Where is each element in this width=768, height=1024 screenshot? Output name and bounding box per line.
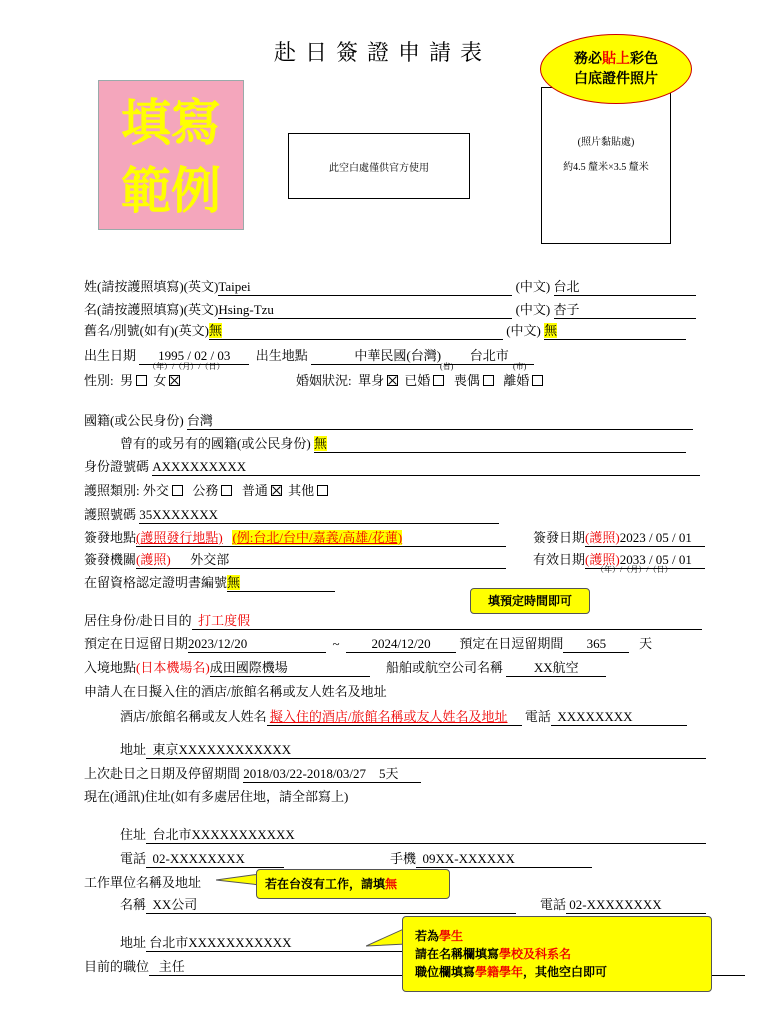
last-visit-field[interactable]: 2018/03/22-2018/03/27 5天 [243, 763, 421, 783]
male-checkbox[interactable] [136, 375, 147, 386]
marital-row: 婚姻狀況: 單身 已婚 喪偶 離婚 [296, 370, 546, 389]
purpose-row: 居住身份/赴日目的 打工度假 [84, 610, 702, 630]
province-hint: (省) [440, 362, 454, 371]
female-checkbox[interactable] [169, 375, 180, 386]
city-hint: (市) [513, 362, 527, 371]
given-name-row: 名(請按護照填寫)(英文)Hsing-Tzu (中文) 杏子 [84, 299, 696, 319]
purpose-field[interactable]: 打工度假 [192, 610, 702, 630]
issue-place-field[interactable]: (護照發行地點) (例:台北/台中/嘉義/高雄/花蓮) [136, 527, 506, 547]
nationality-field[interactable]: 台灣 [187, 410, 693, 430]
birth-date-field[interactable]: 1995 / 02 / 03 [139, 348, 249, 365]
home-tel-field[interactable]: 02-XXXXXXXX [146, 851, 284, 868]
callout-work-pointer [216, 872, 260, 886]
position-row: 目前的職位 主任 [84, 956, 745, 976]
home-address-field[interactable]: 台北市XXXXXXXXXXX [146, 824, 706, 844]
official-use-box: 此空白處僅供官方使用 [288, 133, 470, 199]
coe-field[interactable]: 無 [227, 572, 335, 592]
passport-number-field[interactable]: 35XXXXXXX [139, 507, 499, 524]
callout-work: 若在台沒有工作，請填無 [256, 869, 450, 899]
surname-cn-field[interactable]: 台北 [554, 276, 696, 296]
stay-to-field[interactable]: 2024/12/20 [346, 636, 456, 653]
work-tel-row: 電話 02-XXXXXXXX [540, 894, 706, 914]
birth-row: 出生日期 1995 / 02 / 03 出生地點 中華民國(台灣) 台北市 [84, 345, 534, 365]
birth-date-hint: （年）/（月）/（日） [148, 362, 225, 371]
work-address-field[interactable]: 台北市XXXXXXXXXXX [146, 932, 706, 952]
callout-student: 若為學生 請在名稱欄填寫學校及科系名 職位欄填寫學籍學年，其他空白即可 [402, 916, 712, 992]
expiry-date-field[interactable]: (護照)2033 / 05 / 01 [585, 549, 705, 569]
last-visit-row: 上次赴日之日期及停留期間 2018/03/22-2018/03/27 5天 [84, 763, 421, 783]
hotel-heading: 申請人在日擬入住的酒店/旅館名稱或友人姓名及地址 [84, 684, 387, 699]
passport-type-row: 護照類別: 外交 公務 普通 其他 [84, 480, 331, 499]
hotel-address-row: 地址 東京XXXXXXXXXXXX [120, 739, 706, 759]
former-cn-field[interactable]: 無 [544, 320, 686, 340]
hotel-row: 酒店/旅館名稱或友人姓名 擬入住的酒店/旅館名稱或友人姓名及地址 電話 XXXXXXXX [120, 706, 687, 726]
address-heading: 現在(通訊)住址(如有多處居住地，請全部寫上) [84, 789, 349, 804]
coe-row: 在留資格認定證明書編號無 [84, 572, 335, 592]
id-number-row: 身份證號碼 AXXXXXXXXX [84, 456, 700, 476]
port-row: 入境地點(日本機場名)成田國際機場 船舶或航空公司名稱 XX航空 [84, 657, 606, 677]
diplomatic-checkbox[interactable] [172, 485, 183, 496]
other-checkbox[interactable] [317, 485, 328, 496]
surname-en-field[interactable]: Taipei [218, 279, 512, 296]
mobile-field[interactable]: 09XX-XXXXXX [416, 851, 592, 868]
expiry-hint: （年）/（月）/（日） [596, 565, 673, 574]
stay-from-field[interactable]: 2023/12/20 [188, 636, 326, 653]
issue-date-field[interactable]: (護照)2023 / 05 / 01 [585, 527, 705, 547]
given-cn-field[interactable]: 杏子 [554, 299, 696, 319]
hotel-name-field[interactable]: 擬入住的酒店/旅館名稱或友人姓名及地址 [267, 706, 522, 726]
official-checkbox[interactable] [221, 485, 232, 496]
home-tel-row: 電話 02-XXXXXXXX [120, 848, 284, 868]
work-address-row: 地址 台北市XXXXXXXXXXX [120, 932, 706, 952]
divorced-checkbox[interactable] [532, 375, 543, 386]
issue-place-row: 簽發地點(護照發行地點) (例:台北/台中/嘉義/高雄/花蓮) [84, 527, 506, 547]
work-name-row: 名稱 XX公司 [120, 894, 516, 914]
widowed-checkbox[interactable] [483, 375, 494, 386]
single-checkbox[interactable] [387, 375, 398, 386]
work-name-field[interactable]: XX公司 [146, 894, 516, 914]
surname-row: 姓(請按護照填寫)(英文)Taipei (中文) 台北 [84, 276, 696, 296]
hotel-address-field[interactable]: 東京XXXXXXXXXXXX [146, 739, 706, 759]
home-address-row: 住址 台北市XXXXXXXXXXX [120, 824, 706, 844]
expiry-row: 有效日期(護照)2033 / 05 / 01 [533, 549, 705, 569]
airline-field[interactable]: XX航空 [506, 657, 606, 677]
mobile-row: 手機 09XX-XXXXXX [390, 848, 592, 868]
authority-field[interactable]: (護照) 外交部 [136, 549, 506, 569]
former-en-field[interactable]: 無 [209, 320, 503, 340]
authority-row: 簽發機關(護照) 外交部 [84, 549, 506, 569]
given-en-field[interactable]: Hsing-Tzu [218, 302, 512, 319]
position-field[interactable]: 主任 [149, 956, 745, 976]
sex-row: 性別: 男 女 [84, 370, 183, 389]
issue-date-row: 簽發日期(護照)2023 / 05 / 01 [533, 527, 705, 547]
work-heading: 工作單位名稱及地址 [84, 875, 202, 890]
stay-row: 預定在日逗留日期2023/12/20 ~ 2024/12/20 預定在日逗留期間 365 天 [84, 636, 653, 651]
married-checkbox[interactable] [433, 375, 444, 386]
work-tel-field[interactable]: 02-XXXXXXXX [566, 897, 706, 914]
prev-nationality-row: 曾有的或另有的國籍(或公民身份) 無 [120, 433, 686, 453]
photo-reminder-bubble: 務必貼上彩色 白底證件照片 [540, 34, 692, 104]
hotel-tel-field[interactable]: XXXXXXXX [551, 709, 687, 726]
ordinary-checkbox[interactable] [271, 485, 282, 496]
photo-box: (照片黏貼處) 約4.5 釐米×3.5 釐米 [541, 87, 671, 244]
form-title: 赴日簽證申請表 [274, 40, 492, 65]
id-number-field[interactable]: AXXXXXXXXX [152, 459, 700, 476]
passport-number-row: 護照號碼 35XXXXXXX [84, 504, 499, 524]
stay-duration-field[interactable]: 365 [563, 636, 629, 653]
former-name-row: 舊名/別號(如有)(英文)無 (中文) 無 [84, 320, 686, 340]
birth-country-field[interactable]: 中華民國(台灣) [311, 345, 441, 365]
port-field[interactable]: 成田國際機場 [210, 657, 370, 677]
nationality-row: 國籍(或公民身份) 台灣 [84, 410, 693, 430]
birth-city-field[interactable]: 台北市 [444, 345, 534, 365]
callout-time: 填預定時間即可 [470, 588, 590, 614]
sample-stamp: 填寫 範例 [98, 80, 244, 230]
callout-student-pointer [366, 926, 406, 948]
prev-nationality-field[interactable]: 無 [314, 433, 686, 453]
